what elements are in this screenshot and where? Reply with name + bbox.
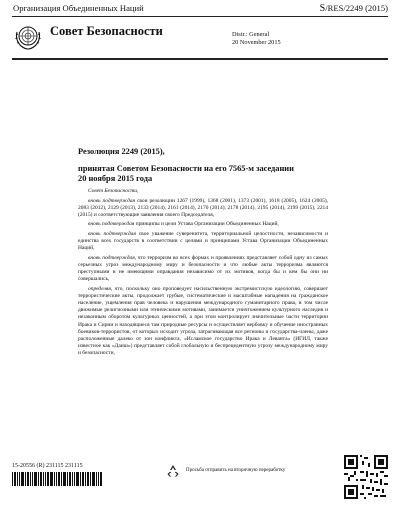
recycle-icon	[165, 463, 181, 479]
paragraph-lead: вновь подтверждая	[88, 221, 135, 228]
symbol-rest: /RES/2249 (2015)	[325, 3, 388, 13]
barcode-icon	[12, 472, 102, 486]
symbol-prefix: S	[319, 3, 326, 14]
paragraph-lead: вновь подтверждая,	[88, 254, 137, 261]
paragraph-lead: вновь подтверждая	[88, 197, 136, 204]
adoption-statement	[78, 164, 308, 184]
masthead-rule	[12, 58, 388, 60]
adoption-line-2: 20 ноября 2015 года	[78, 174, 153, 183]
document-symbol	[320, 3, 388, 14]
preamble-paragraph: определяя, что, поскольку оно проповедует насильственную экстремистскую идеологию, совершает террористические акты, продолжает грубые, систематические и масштабные нападения на гражданское население, ущемления прав человека и нарушения международного гуманитарного права, в том числе движимые религиозными или этническими мотивами, занимается уничтожением культурного наследия и незаконным оборотом культурных ценностей, а при этом контролирует значительные части территории Ирака и Сирии и находящиеся там природные ресурсы и осуществляет вербовку и обучение иностранных боевиков-террористов, от которых исходит угроза, затрагивающая все регионы и государства-члены, даже расположенные далеко от зон конфликта, «Исламское государство Ирака и Леванта» (ИГИЛ, также известное как «Даиш») представляет собой глобальную и беспрецедентную угрозу международному миру и безопасности,	[78, 285, 328, 357]
recycle-note: Просьба отправить на вторичную переработку	[186, 468, 286, 473]
preamble-paragraph: вновь подтверждая, что терроризм во всех формах и проявлениях представляет собой одну из самых серьезных угроз международному миру и безопасности и что любые акты терроризма являются преступными и не имеющими оправдания независимо от их мотивов, когда бы и кем бы они ни совершались,	[78, 254, 329, 283]
qr-code-icon	[344, 455, 388, 499]
adoption-line-1: принятая Советом Безопасности на его 7565-м заседании	[78, 164, 294, 173]
distribution-info	[232, 31, 281, 47]
organization-name: Организация Объединенных Наций	[13, 3, 144, 13]
resolution-body	[78, 188, 328, 360]
preamble-paragraph: вновь подтверждая свои резолюции 1267 (1999), 1368 (2001), 1373 (2001), 1618 (2005), 1624 (2005), 2083 (2012), 2129 (2013), 2133 (2014), 2161 (2014), 2170 (2014), 2178 (2014), 2195 (2014), 2199 (2015), 2214 (2015) и соответствующие заявления своего Председателя,	[78, 197, 328, 218]
addressee: Совет Безопасности,	[88, 188, 139, 194]
preamble-paragraph: вновь подтверждая свое уважение суверенитета, территориальной целостности, независимости и единства всех государств в соответствии с целями и принципами Устава Организации Объединенных Наций,	[78, 230, 328, 252]
issue-date: 20 November 2015	[232, 39, 281, 46]
un-emblem-icon	[13, 22, 43, 52]
paragraph-lead: определяя,	[88, 285, 113, 292]
header-rule	[12, 16, 388, 17]
paragraph-lead: вновь подтверждая	[88, 230, 136, 237]
resolution-title: Резолюция 2249 (2015),	[78, 147, 165, 156]
preamble-paragraph: вновь подтверждая принципы и цели Устава Организации Объединенных Наций,	[88, 221, 279, 228]
distribution: Distr.: General	[232, 31, 270, 38]
document-number: 15-20556 (R) 231115 231115	[12, 463, 83, 469]
council-name: Совет Безопасности	[50, 24, 163, 38]
